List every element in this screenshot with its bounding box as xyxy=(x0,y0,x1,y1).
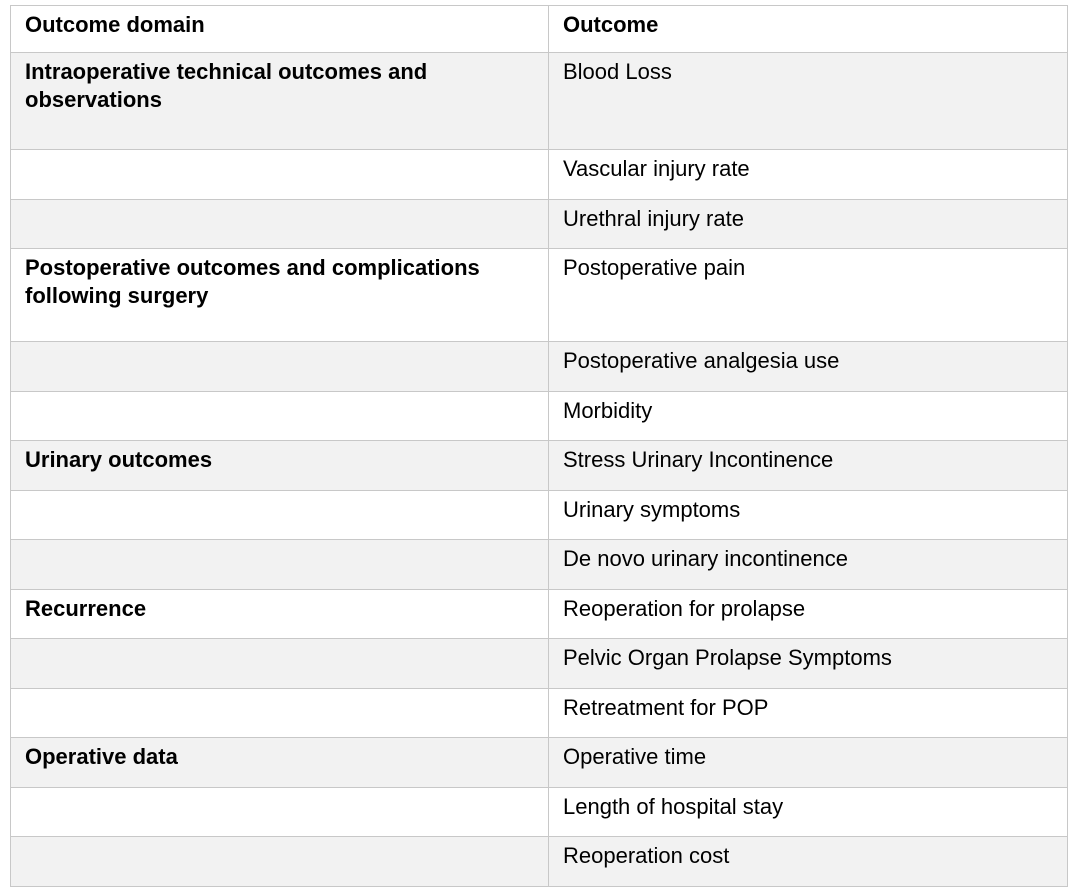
outcome-cell: Reoperation for prolapse xyxy=(549,589,1068,639)
table-row xyxy=(11,342,1068,392)
header-outcome: Outcome xyxy=(549,6,1068,53)
outcome-cell: Reoperation cost xyxy=(549,837,1068,887)
table-header-row xyxy=(11,6,1068,53)
domain-cell xyxy=(11,199,549,249)
domain-cell xyxy=(11,540,549,590)
domain-cell xyxy=(11,688,549,738)
outcome-cell: Retreatment for POP xyxy=(549,688,1068,738)
domain-cell: Intraoperative technical outcomes and observations xyxy=(11,53,549,150)
outcome-cell: Vascular injury rate xyxy=(549,150,1068,200)
domain-cell: Recurrence xyxy=(11,589,549,639)
domain-cell xyxy=(11,391,549,441)
domain-cell xyxy=(11,150,549,200)
outcomes-table xyxy=(10,5,1068,887)
header-outcome-domain: Outcome domain xyxy=(11,6,549,53)
table-row xyxy=(11,787,1068,837)
table-row xyxy=(11,738,1068,788)
table-row xyxy=(11,441,1068,491)
outcome-cell: Blood Loss xyxy=(549,53,1068,150)
outcome-cell: Operative time xyxy=(549,738,1068,788)
table-row xyxy=(11,589,1068,639)
outcome-cell: Urethral injury rate xyxy=(549,199,1068,249)
domain-cell: Urinary outcomes xyxy=(11,441,549,491)
outcome-cell: Postoperative pain xyxy=(549,249,1068,342)
table-row xyxy=(11,199,1068,249)
domain-cell xyxy=(11,787,549,837)
table-row xyxy=(11,150,1068,200)
domain-cell: Operative data xyxy=(11,738,549,788)
outcome-cell: Length of hospital stay xyxy=(549,787,1068,837)
outcome-cell: Urinary symptoms xyxy=(549,490,1068,540)
domain-cell xyxy=(11,342,549,392)
domain-cell xyxy=(11,639,549,689)
outcome-cell: Postoperative analgesia use xyxy=(549,342,1068,392)
table-row xyxy=(11,688,1068,738)
table-caption xyxy=(0,878,1080,890)
table-row xyxy=(11,490,1068,540)
table-row xyxy=(11,53,1068,150)
outcome-cell: Pelvic Organ Prolapse Symptoms xyxy=(549,639,1068,689)
domain-cell xyxy=(11,490,549,540)
outcome-cell: Stress Urinary Incontinence xyxy=(549,441,1068,491)
domain-cell: Postoperative outcomes and complications following surgery xyxy=(11,249,549,342)
table-row xyxy=(11,391,1068,441)
outcome-cell: Morbidity xyxy=(549,391,1068,441)
table-row xyxy=(11,540,1068,590)
table-row xyxy=(11,639,1068,689)
outcome-cell: De novo urinary incontinence xyxy=(549,540,1068,590)
table-row xyxy=(11,249,1068,342)
